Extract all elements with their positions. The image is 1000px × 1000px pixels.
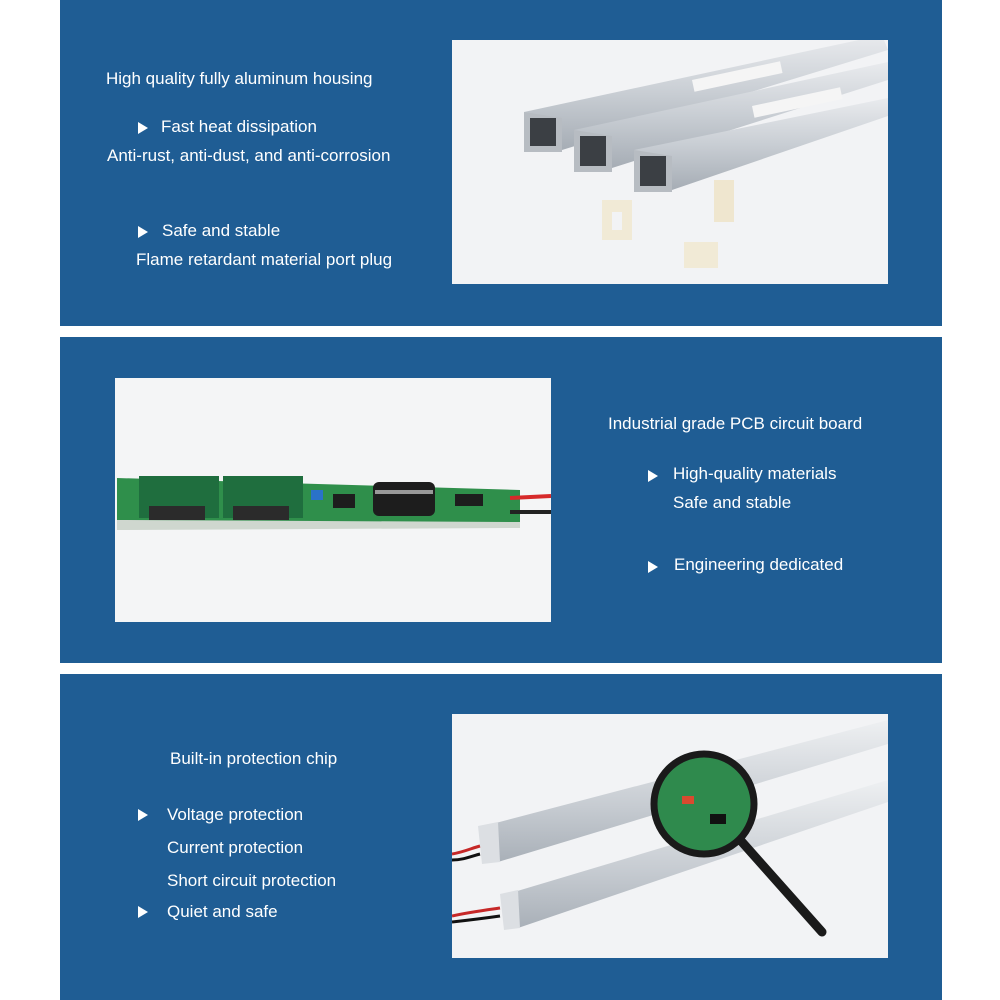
line-current: Current protection xyxy=(167,838,304,857)
line-short-circuit: Short circuit protection xyxy=(167,871,337,890)
panel-pcb-board xyxy=(60,337,942,663)
triangle-bullet-icon xyxy=(138,809,148,821)
line-safe-stable: Safe and stable xyxy=(673,493,792,512)
photo-pcb-board xyxy=(115,378,551,622)
photo-protection-chip xyxy=(452,714,888,958)
photo-aluminum-housing xyxy=(452,40,888,284)
heading-pcb: Industrial grade PCB circuit board xyxy=(608,414,863,433)
bullet-engineering: Engineering dedicated xyxy=(674,555,844,574)
heading-protection-chip: Built-in protection chip xyxy=(170,749,338,768)
line-anti-rust: Anti-rust, anti-dust, and anti-corrosion xyxy=(107,146,391,165)
triangle-bullet-icon xyxy=(138,906,148,918)
panel-protection-chip xyxy=(60,674,942,1000)
bullet-high-quality: High-quality materials xyxy=(673,464,837,483)
triangle-bullet-icon xyxy=(138,122,148,134)
triangle-bullet-icon xyxy=(648,561,658,573)
bullet-voltage: Voltage protection xyxy=(167,805,304,824)
bullet-safe-stable: Safe and stable xyxy=(162,221,281,240)
triangle-bullet-icon xyxy=(138,226,148,238)
line-flame-retardant: Flame retardant material port plug xyxy=(136,250,393,269)
heading-aluminum-housing: High quality fully aluminum housing xyxy=(106,69,373,88)
triangle-bullet-icon xyxy=(648,470,658,482)
bullet-quiet-safe: Quiet and safe xyxy=(167,902,278,921)
bullet-heat-dissipation: Fast heat dissipation xyxy=(161,117,317,136)
panel-aluminum-housing xyxy=(60,0,942,326)
